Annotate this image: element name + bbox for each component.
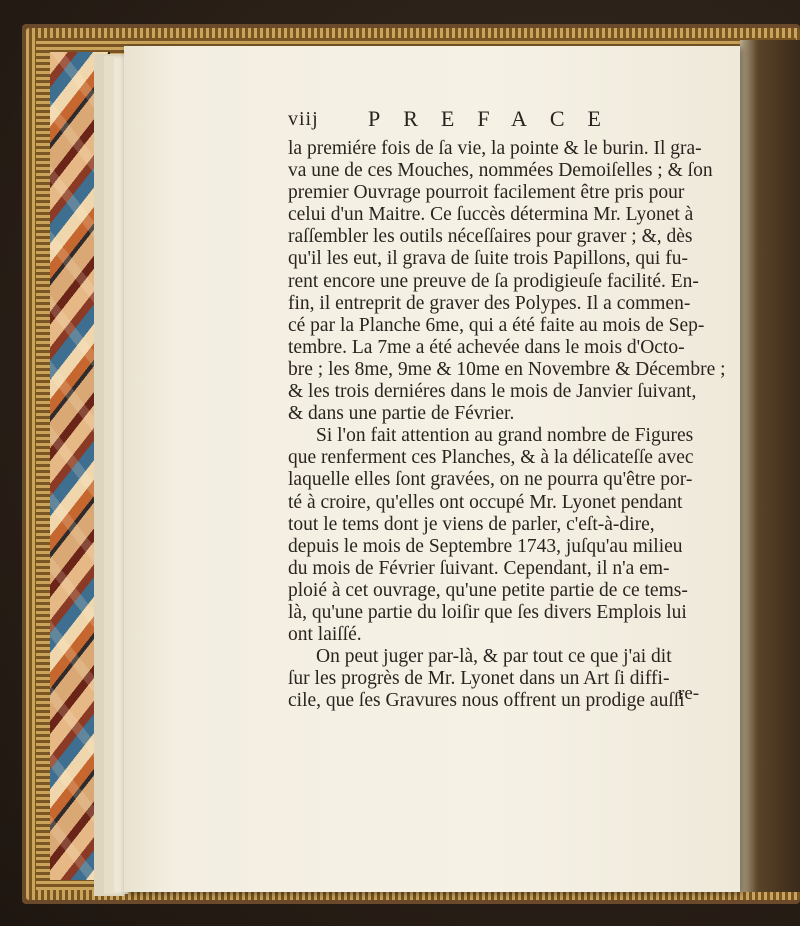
text-line: premier Ouvrage pourroit facilement être pris pour [288,182,685,204]
text-line: laquelle elles ſont gravées, on ne pourra qu'être por- [288,469,693,491]
text-line: raſſembler les outils néceſſaires pour graver ; &, dès [288,226,693,248]
text-line: que renferment ces Planches, & à la délicateſſe avec [288,447,694,469]
text-line: rent encore une preuve de ſa prodigieuſe facilité. En- [288,270,699,292]
text-line: & dans une partie de Février. [288,403,515,425]
text-line: du mois de Février ſuivant. Cependant, il n'a em- [288,557,670,579]
text-line: la premiére fois de ſa vie, la pointe & le burin. Il gra- [288,138,702,159]
text-line: bre ; les 8me, 9me & 10me en Novembre & Décembre ; [288,358,726,380]
text-line: va une de ces Mouches, nommées Demoiſelles ; & ſon [288,160,713,182]
text-line: On peut juger par-là, & par tout ce que j'ai dit [316,646,672,668]
text-line: depuis le mois de Septembre 1743, juſqu'au milieu [288,535,683,557]
text-line: Si l'on fait attention au grand nombre de Figures [316,425,694,447]
text-line: fin, il entreprit de graver des Polypes. Il a commen- [288,292,691,314]
catchword: re- [678,683,700,704]
text-line: cé par la Planche 6me, qui a été faite au mois de Sep- [288,314,705,336]
text-line: ploié à cet ouvrage, qu'une petite partie de ce tems- [288,579,688,601]
text-line: cile, que ſes Gravures nous offrent un prodige auſſi [288,690,685,712]
page-number: viij [288,108,319,130]
text-line: ſur les progrès de Mr. Lyonet dans un Art ſi diffi- [288,668,670,690]
text-line: tembre. La 7me a été achevée dans le mois d'Octo- [288,336,685,358]
page-header [288,106,708,136]
text-line: qu'il les eut, il grava de ſuite trois Papillons, qui fu- [288,248,688,270]
body-text [288,138,726,712]
text-line: tout le tems dont je viens de parler, c'eſt-à-dire, [288,513,655,535]
facing-page-edge [740,40,800,892]
text-line: ont laiſſé. [288,624,362,646]
text-line: là, qu'une partie du loiſir que ſes divers Emplois lui [288,601,687,623]
running-title: PREFACE [368,106,624,131]
text-line: & les trois derniéres dans le mois de Janvier ſuivant, [288,381,697,403]
text-line: té à croire, qu'elles ont occupé Mr. Lyonet pendant [288,491,683,513]
text-line: celui d'un Maitre. Ce ſuccès détermina Mr. Lyonet à [288,204,694,226]
